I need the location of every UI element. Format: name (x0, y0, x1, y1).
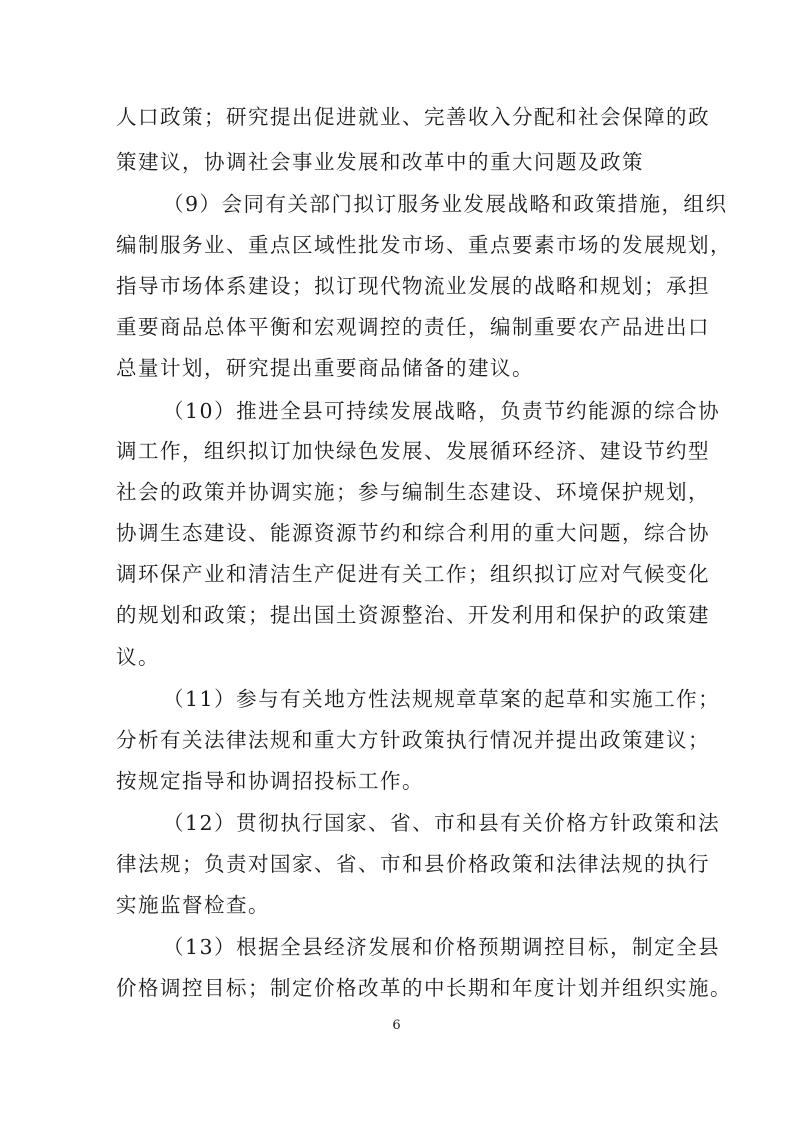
text-line: 策建议，协调社会事业发展和改革中的重大问题及政策 (116, 150, 644, 174)
text-line: 总量计划，研究提出重要商品储备的建议。 (116, 356, 534, 380)
text-line: 重要商品总体平衡和宏观调控的责任，编制重要农产品进出口 (116, 315, 710, 339)
text-line: 实施监督检查。 (116, 893, 270, 917)
text-line: 人口政策；研究提出促进就业、完善收入分配和社会保障的政 (116, 105, 710, 129)
text-line: 编制服务业、重点区域性批发市场、重点要素市场的发展规划， (116, 233, 732, 257)
text-line: （11）参与有关地方性法规规章草案的起草和实施工作； (163, 687, 721, 711)
text-line: 社会的政策并协调实施；参与编制生态建设、环境保护规划， (116, 480, 710, 504)
text-line: （13）根据全县经济发展和价格预期调控目标，制定全县 (163, 935, 721, 959)
text-line: 价格调控目标；制定价格改革的中长期和年度计划并组织实施。 (116, 976, 732, 1000)
text-line: 的规划和政策；提出国土资源整治、开发利用和保护的政策建 (116, 603, 710, 627)
text-line: 按规定指导和协调招投标工作。 (116, 769, 424, 793)
text-line: （12）贯彻执行国家、省、市和县有关价格方针政策和法 (163, 811, 721, 835)
text-line: 调环保产业和清洁生产促进有关工作；组织拟订应对气候变化 (116, 562, 710, 586)
text-line: 调工作，组织拟订加快绿色发展、发展循环经济、建设节约型 (116, 439, 710, 463)
text-line: （10）推进全县可持续发展战略，负责节约能源的综合协 (163, 399, 721, 423)
text-line: （9）会同有关部门拟订服务业发展战略和政策措施，组织 (163, 192, 728, 216)
text-line: 协调生态建设、能源资源节约和综合利用的重大问题，综合协 (116, 521, 710, 545)
text-line: 议。 (116, 645, 160, 669)
text-line: 指导市场体系建设；拟订现代物流业发展的战略和规划；承担 (116, 274, 710, 298)
page-number: 6 (392, 1018, 401, 1033)
text-line: 分析有关法律法规和重大方针政策执行情况并提出政策建议； (116, 728, 710, 752)
text-line: 律法规；负责对国家、省、市和县价格政策和法律法规的执行 (116, 852, 710, 876)
